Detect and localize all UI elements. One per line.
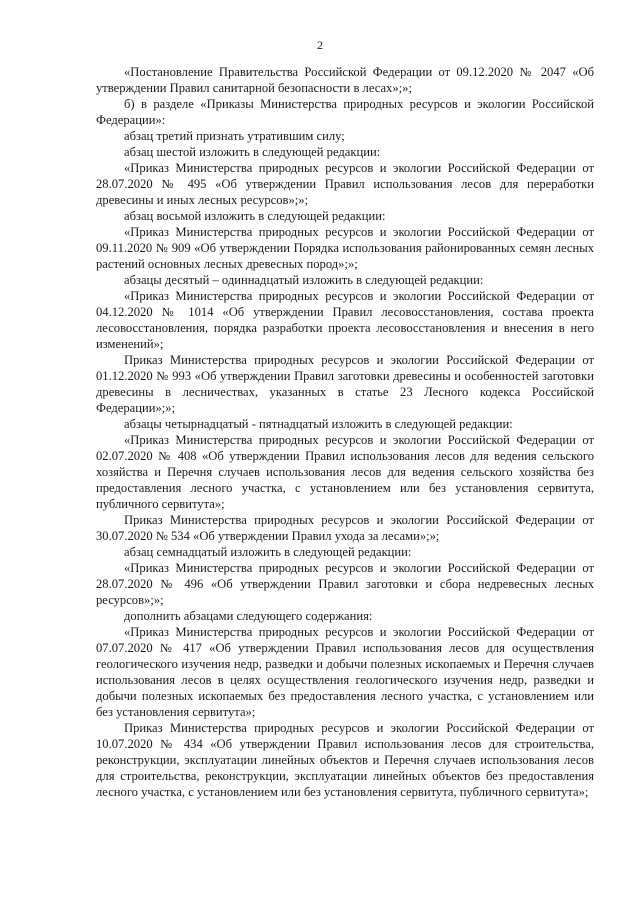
paragraph: б) в разделе «Приказы Министерства природных ресурсов и экологии Российской Федерации»: xyxy=(96,97,594,127)
paragraph: «Постановление Правительства Российской Федерации от 09.12.2020 № 2047 «Об утверждении Правил санитарной безопасности в лесах»;»; xyxy=(96,65,594,95)
paragraph: «Приказ Министерства природных ресурсов и экологии Российской Федерации от 02.07.2020 № 408 «Об утверждении Правил использования лесов для ведения сельского хозяйства и Перечня случаев использования лесов для ведения сельского хозяйства без предоставления лесного участка, с установлением или без установления сервитута, публичного сервитута»; xyxy=(96,433,594,511)
paragraph: «Приказ Министерства природных ресурсов и экологии Российской Федерации от 28.07.2020 № 495 «Об утверждении Правил использования лесов для переработки древесины и иных лесных ресурсов»;»; xyxy=(96,161,594,207)
paragraph: «Приказ Министерства природных ресурсов и экологии Российской Федерации от 09.11.2020 № 909 «Об утверждении Порядка использования районированных семян лесных растений основных лесных древесных пород»;»; xyxy=(96,225,594,271)
paragraph: Приказ Министерства природных ресурсов и экологии Российской Федерации от 10.07.2020 № 434 «Об утверждении Правил использования лесов для строительства, реконструкции, эксплуатации линейных объектов и Перечня случаев использования лесов для строительства, реконструкции, эксплуатации линейных объектов без предоставления лесного участка, с установлением или без установления сервитута, публичного сервитута»; xyxy=(96,721,594,799)
paragraph: абзацы четырнадцатый - пятнадцатый изложить в следующей редакции: xyxy=(124,417,513,431)
page-number: 2 xyxy=(317,38,323,52)
paragraph: Приказ Министерства природных ресурсов и экологии Российской Федерации от 30.07.2020 № 534 «Об утверждении Правил ухода за лесами»;»; xyxy=(96,513,594,543)
document-body xyxy=(96,64,594,800)
paragraph: абзац семнадцатый изложить в следующей редакции: xyxy=(124,545,412,559)
paragraph: абзац восьмой изложить в следующей редакции: xyxy=(124,209,386,223)
paragraph: «Приказ Министерства природных ресурсов и экологии Российской Федерации от 04.12.2020 № 1014 «Об утверждении Правил лесовосстановления, состава проекта лесовосстановления, порядка разработки проекта лесовосстановления и внесения в него изменений»; xyxy=(96,289,594,351)
paragraph: Приказ Министерства природных ресурсов и экологии Российской Федерации от 01.12.2020 № 993 «Об утверждении Правил заготовки древесины и особенностей заготовки древесины в лесничествах, указанных в статье 23 Лесного кодекса Российской Федерации»;»; xyxy=(96,353,594,415)
paragraph: «Приказ Министерства природных ресурсов и экологии Российской Федерации от 28.07.2020 № 496 «Об утверждении Правил заготовки и сбора недревесных лесных ресурсов»;»; xyxy=(96,561,594,607)
paragraph: абзац третий признать утратившим силу; xyxy=(124,129,345,143)
paragraph: «Приказ Министерства природных ресурсов и экологии Российской Федерации от 07.07.2020 № 417 «Об утверждении Правил использования лесов для осуществления геологического изучения недр, разведки и добычи полезных ископаемых и Перечня случаев использования лесов в целях осуществления геологического изучения недр, разведки и добычи полезных ископаемых без предоставления лесного участка, с установлением или без установления сервитута»; xyxy=(96,625,594,719)
paragraph: абзац шестой изложить в следующей редакции: xyxy=(124,145,381,159)
paragraph: дополнить абзацами следующего содержания: xyxy=(124,609,373,623)
paragraph: абзацы десятый – одиннадцатый изложить в следующей редакции: xyxy=(124,273,484,287)
